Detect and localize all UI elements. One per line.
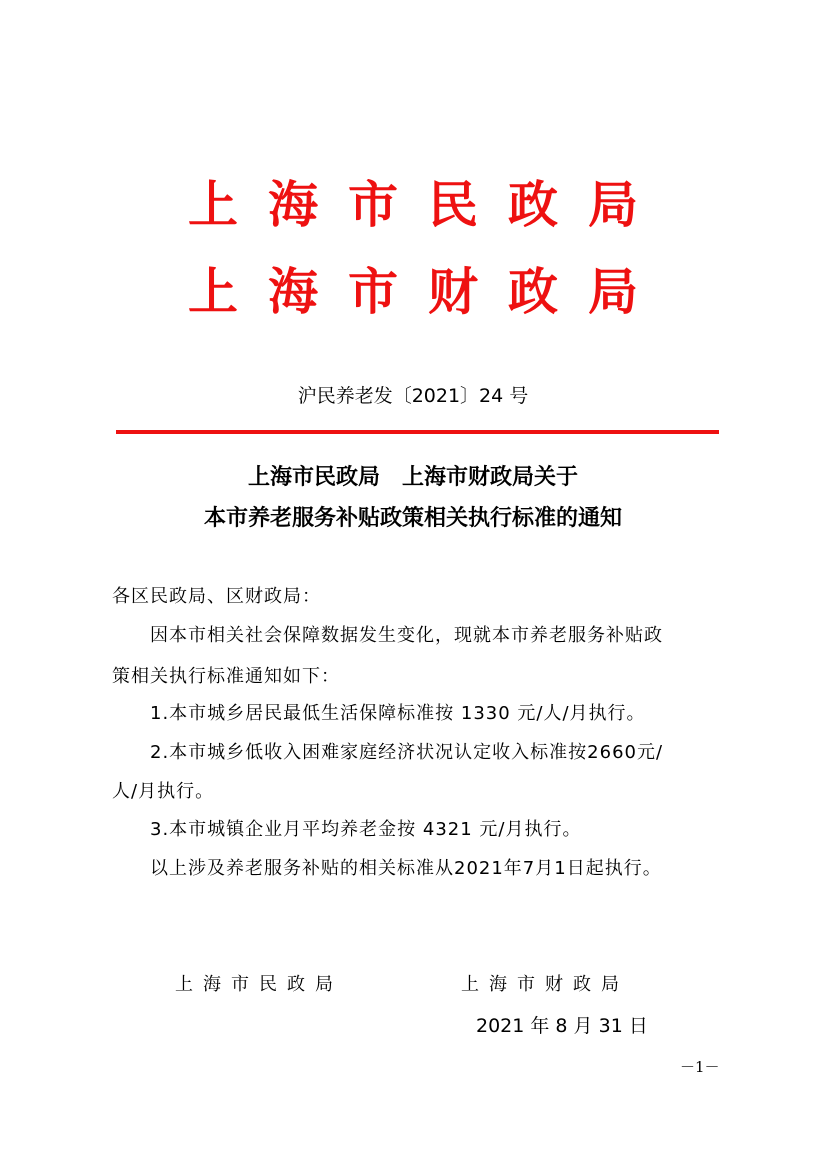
item-2-line-1: 2.本市城乡低收入困难家庭经济状况认定收入标准按2660元/ <box>150 742 664 763</box>
item-1: 1.本市城乡居民最低生活保障标准按 1330 元/人/月执行。 <box>150 703 646 724</box>
intro-paragraph-line-1: 因本市相关社会保障数据发生变化，现就本市养老服务补贴政 <box>150 625 663 646</box>
item-3: 3.本市城镇企业月平均养老金按 4321 元/月执行。 <box>150 819 582 840</box>
document-title-line-2: 本市养老服务补贴政策相关执行标准的通知 <box>203 505 622 531</box>
item-2-line-2: 人/月执行。 <box>112 781 215 802</box>
signature-civil-affairs: 上海市民政局 <box>175 974 343 995</box>
signature-date: 2021 年 8 月 31 日 <box>476 1015 648 1037</box>
red-divider-line <box>116 430 719 434</box>
document-number: 沪民养老发〔2021〕24 号 <box>297 385 529 407</box>
page-number: －1－ <box>680 1058 720 1076</box>
salutation: 各区民政局、区财政局： <box>112 586 321 607</box>
effective-date-paragraph: 以上涉及养老服务补贴的相关标准从2021年7月1日起执行。 <box>150 858 662 879</box>
issuer-header-civil-affairs: 上海市民政局 <box>188 175 668 234</box>
issuer-header-finance: 上海市财政局 <box>188 262 668 321</box>
document-title-line-1: 上海市民政局 上海市财政局关于 <box>247 464 578 490</box>
signature-finance: 上海市财政局 <box>461 974 629 995</box>
intro-paragraph-line-2: 策相关执行标准通知如下： <box>112 666 340 687</box>
